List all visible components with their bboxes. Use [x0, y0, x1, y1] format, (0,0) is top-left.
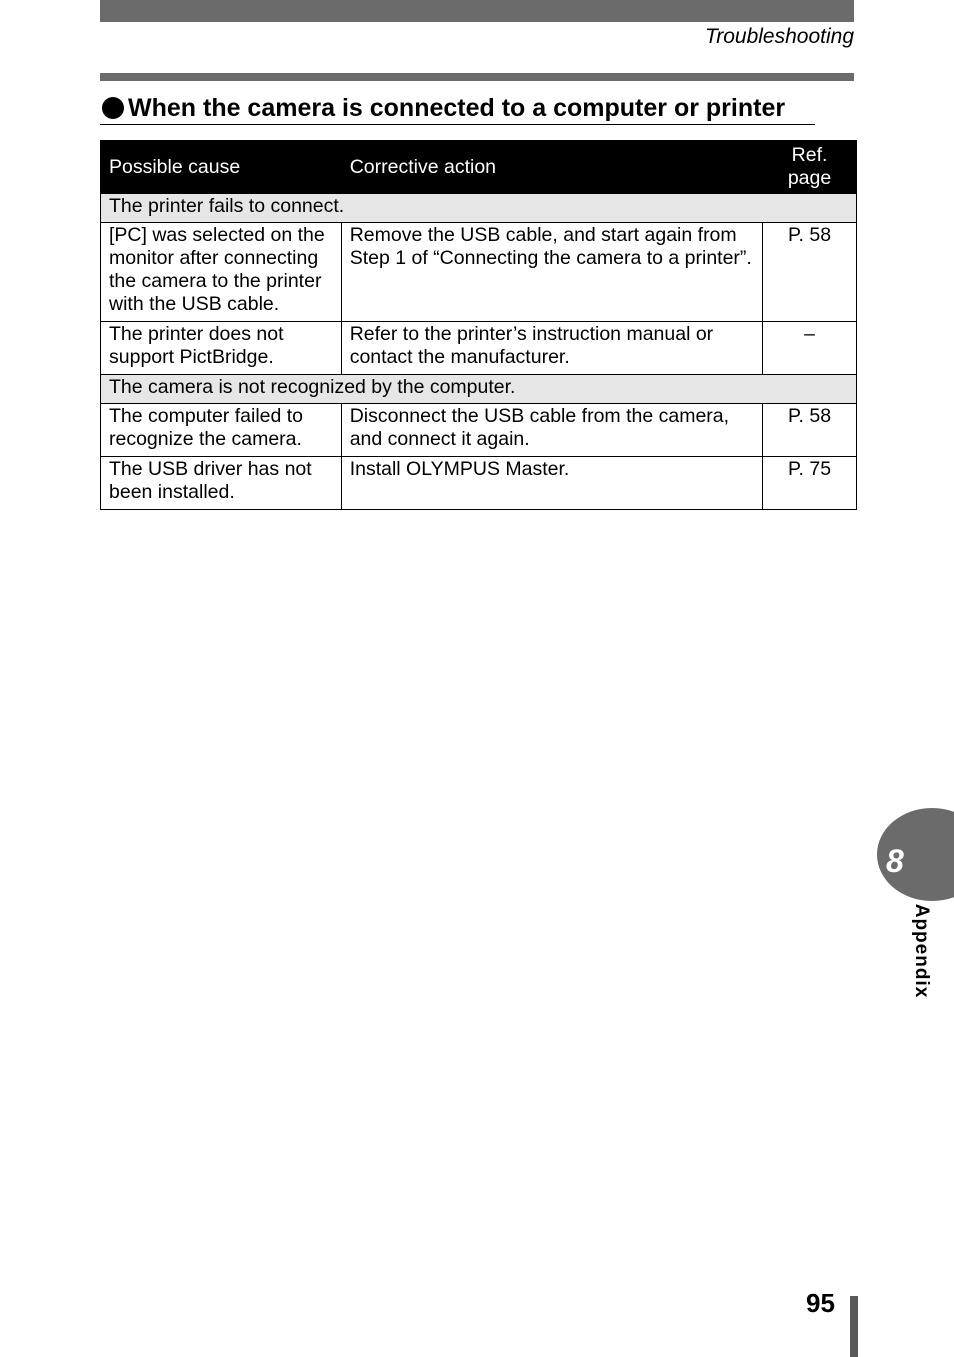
cause-cell: The computer failed to recognize the camera. — [101, 404, 342, 457]
table-row — [101, 457, 857, 510]
table-header-row — [101, 141, 857, 194]
table-row — [101, 322, 857, 375]
group-row — [101, 194, 857, 223]
troubleshooting-table — [100, 140, 857, 510]
group-row — [101, 375, 857, 404]
action-cell: Install OLYMPUS Master. — [341, 457, 762, 510]
group-title: The camera is not recognized by the computer. — [101, 375, 857, 404]
action-cell: Refer to the printer’s instruction manual or contact the manufacturer. — [341, 322, 762, 375]
table-row — [101, 404, 857, 457]
action-cell: Remove the USB cable, and start again from Step 1 of “Connecting the camera to a printer”. — [341, 223, 762, 322]
header-corrective-action: Corrective action — [341, 141, 762, 194]
section-title: When the camera is connected to a computer or printer — [128, 94, 786, 122]
page-number-bar — [850, 1296, 858, 1357]
ref-cell: – — [763, 322, 857, 375]
ref-cell: P. 58 — [763, 404, 857, 457]
filled-circle-bullet-icon — [102, 97, 124, 119]
cause-cell: [PC] was selected on the monitor after connecting the camera to the printer with the USB cable. — [101, 223, 342, 322]
cause-cell: The USB driver has not been installed. — [101, 457, 342, 510]
ref-cell: P. 58 — [763, 223, 857, 322]
section-rule-bar — [100, 73, 854, 81]
top-decorative-bar — [100, 0, 854, 22]
section-heading — [100, 92, 815, 125]
header-ref-page: Ref. page — [763, 141, 857, 194]
action-cell: Disconnect the USB cable from the camera, and connect it again. — [341, 404, 762, 457]
ref-cell: P. 75 — [763, 457, 857, 510]
chapter-tab-number: 8 — [886, 843, 904, 879]
cause-cell: The printer does not support PictBridge. — [101, 322, 342, 375]
table-row — [101, 223, 857, 322]
running-header: Troubleshooting — [704, 25, 854, 48]
header-possible-cause: Possible cause — [101, 141, 342, 194]
page-number: 95 — [806, 1288, 835, 1318]
chapter-tab-label: Appendix — [911, 903, 932, 999]
group-title: The printer fails to connect. — [101, 194, 857, 223]
